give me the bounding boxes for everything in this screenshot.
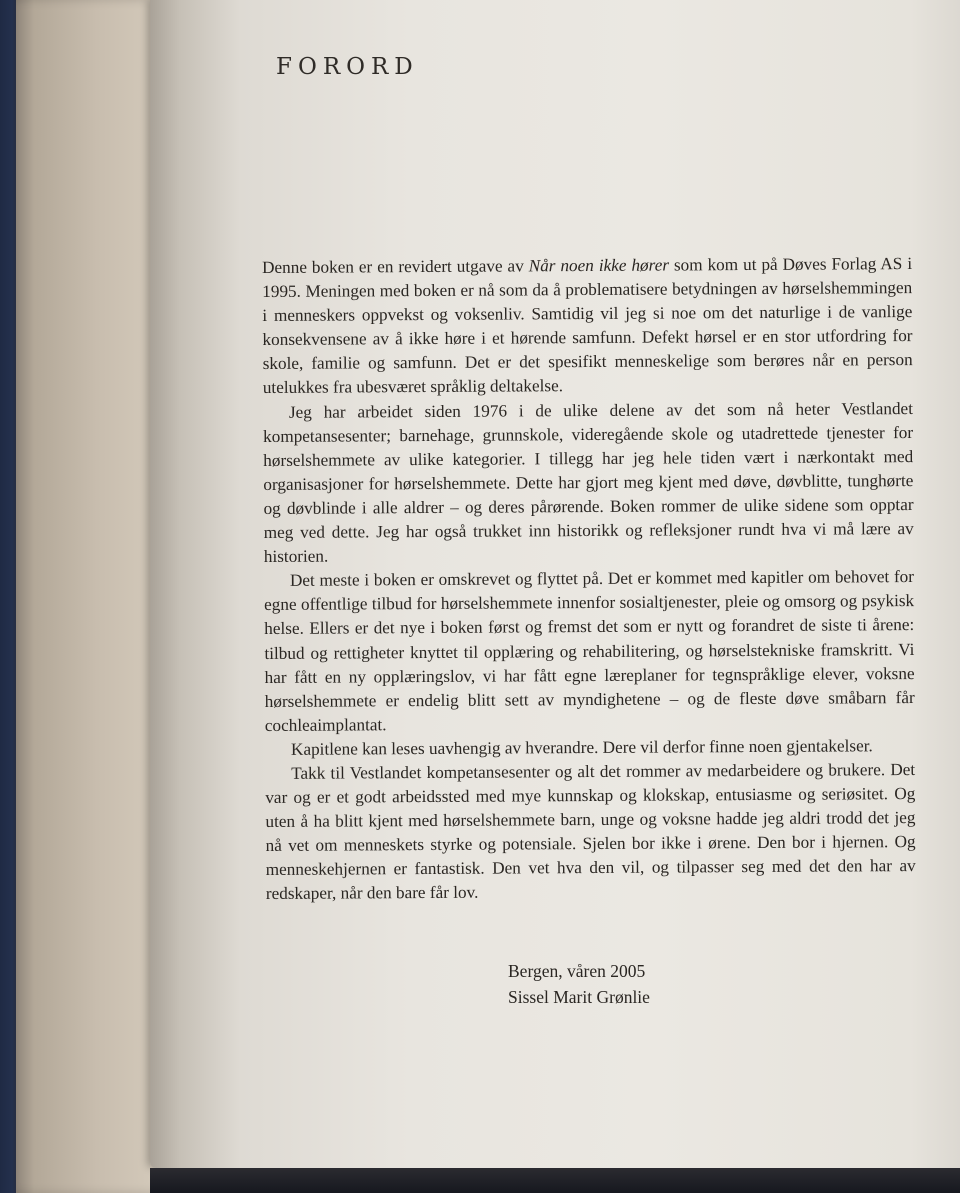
signature-name: Sissel Marit Grønlie <box>508 987 650 1007</box>
book-title: Når noen ikke hører <box>528 255 670 276</box>
page-bottom-edge <box>150 1168 960 1193</box>
paragraph-2: Jeg har arbeidet siden 1976 i de ulike delene av det som nå heter Vestlandet kompetansesenter; barnehage, grunnskole, videregående skole og utadrettede tjenester for hørselshemmete av ulike kategorier. I tillegg har jeg hele tiden vært i nærkontakt med organisasjoner for hørselshemmete. Dette har gjort meg kjent med døve, døvblitte, tunghørte og døvblinde i alle aldrer – og deres pårørende. Boken rommer de ulike sidene som opptar meg ved dette. Jeg har også trukket inn historikk og refleksjoner rundt hva vi må lære av historien. <box>263 398 914 567</box>
paragraph-1 <box>262 252 913 401</box>
page-heading: FORORD <box>276 54 419 80</box>
paragraph-4: Kapitlene kan leses uavhengig av hverandre. Dere vil derfor finne noen gjentakelser. <box>290 736 873 759</box>
signature-block <box>508 958 650 1010</box>
paragraph-1-rest: som kom ut på Døves Forlag AS i 1995. Meningen med boken er nå som da å problematisere betydningen av hørselshemmingen i menneskers oppvekst og voksenliv. Samtidig vil jeg si noe om det naturlige i de vanlige konsekvensene av å ikke høre i et hørende samfunn. Defekt hørsel er en stor utfordring for skole, familie og samfunn. Det er det spesifikt menneskelige som berøres når en person utelukkes fra ubesværet språklig deltakelse. <box>262 254 913 398</box>
paragraph-1-start: Denne boken er en revidert utgave av <box>262 256 529 277</box>
paragraph-3: Det meste i boken er omskrevet og flyttet på. Det er kommet med kapitler om behovet for egne offentlige tilbud for hørselshemmete innenfor sosialtjenester, pleie og omsorg og psykisk helse. Ellers er det nye i boken først og fremst det som er nytt og forandret de siste ti årene: tilbud og rettigheter knyttet til opplæring og rehabilitering, og hørselstekniske framskritt. Vi har fått en ny opplæringslov, vi har fått egne læreplaner for tegnspråklige elever, voksne hørselshemmete er endelig blitt sett av myndighetene – og de fleste døve småbarn får cochleaimplantat. <box>264 567 915 735</box>
foreword-text <box>262 252 916 906</box>
paragraph-5: Takk til Vestlandet kompetansesenter og alt det rommer av medarbeidere og brukere. Det var og er et godt arbeidssted med mye kunnskap og klokskap, entusiasme og seriøsitet. Og uten å ha blitt kjent med hørselshemmete barn, unge og voksne hadde jeg aldri trodd det jeg nå vet om menneskets styrke og potensiale. Sjelen bor ikke i ørene. Den bor i hjernen. Og menneskehjernen er fantastisk. Den vet hva den vil, og tilpasser seg med det den har av redskaper, når den bare får lov. <box>265 759 916 904</box>
signature-place-date: Bergen, våren 2005 <box>508 961 646 981</box>
